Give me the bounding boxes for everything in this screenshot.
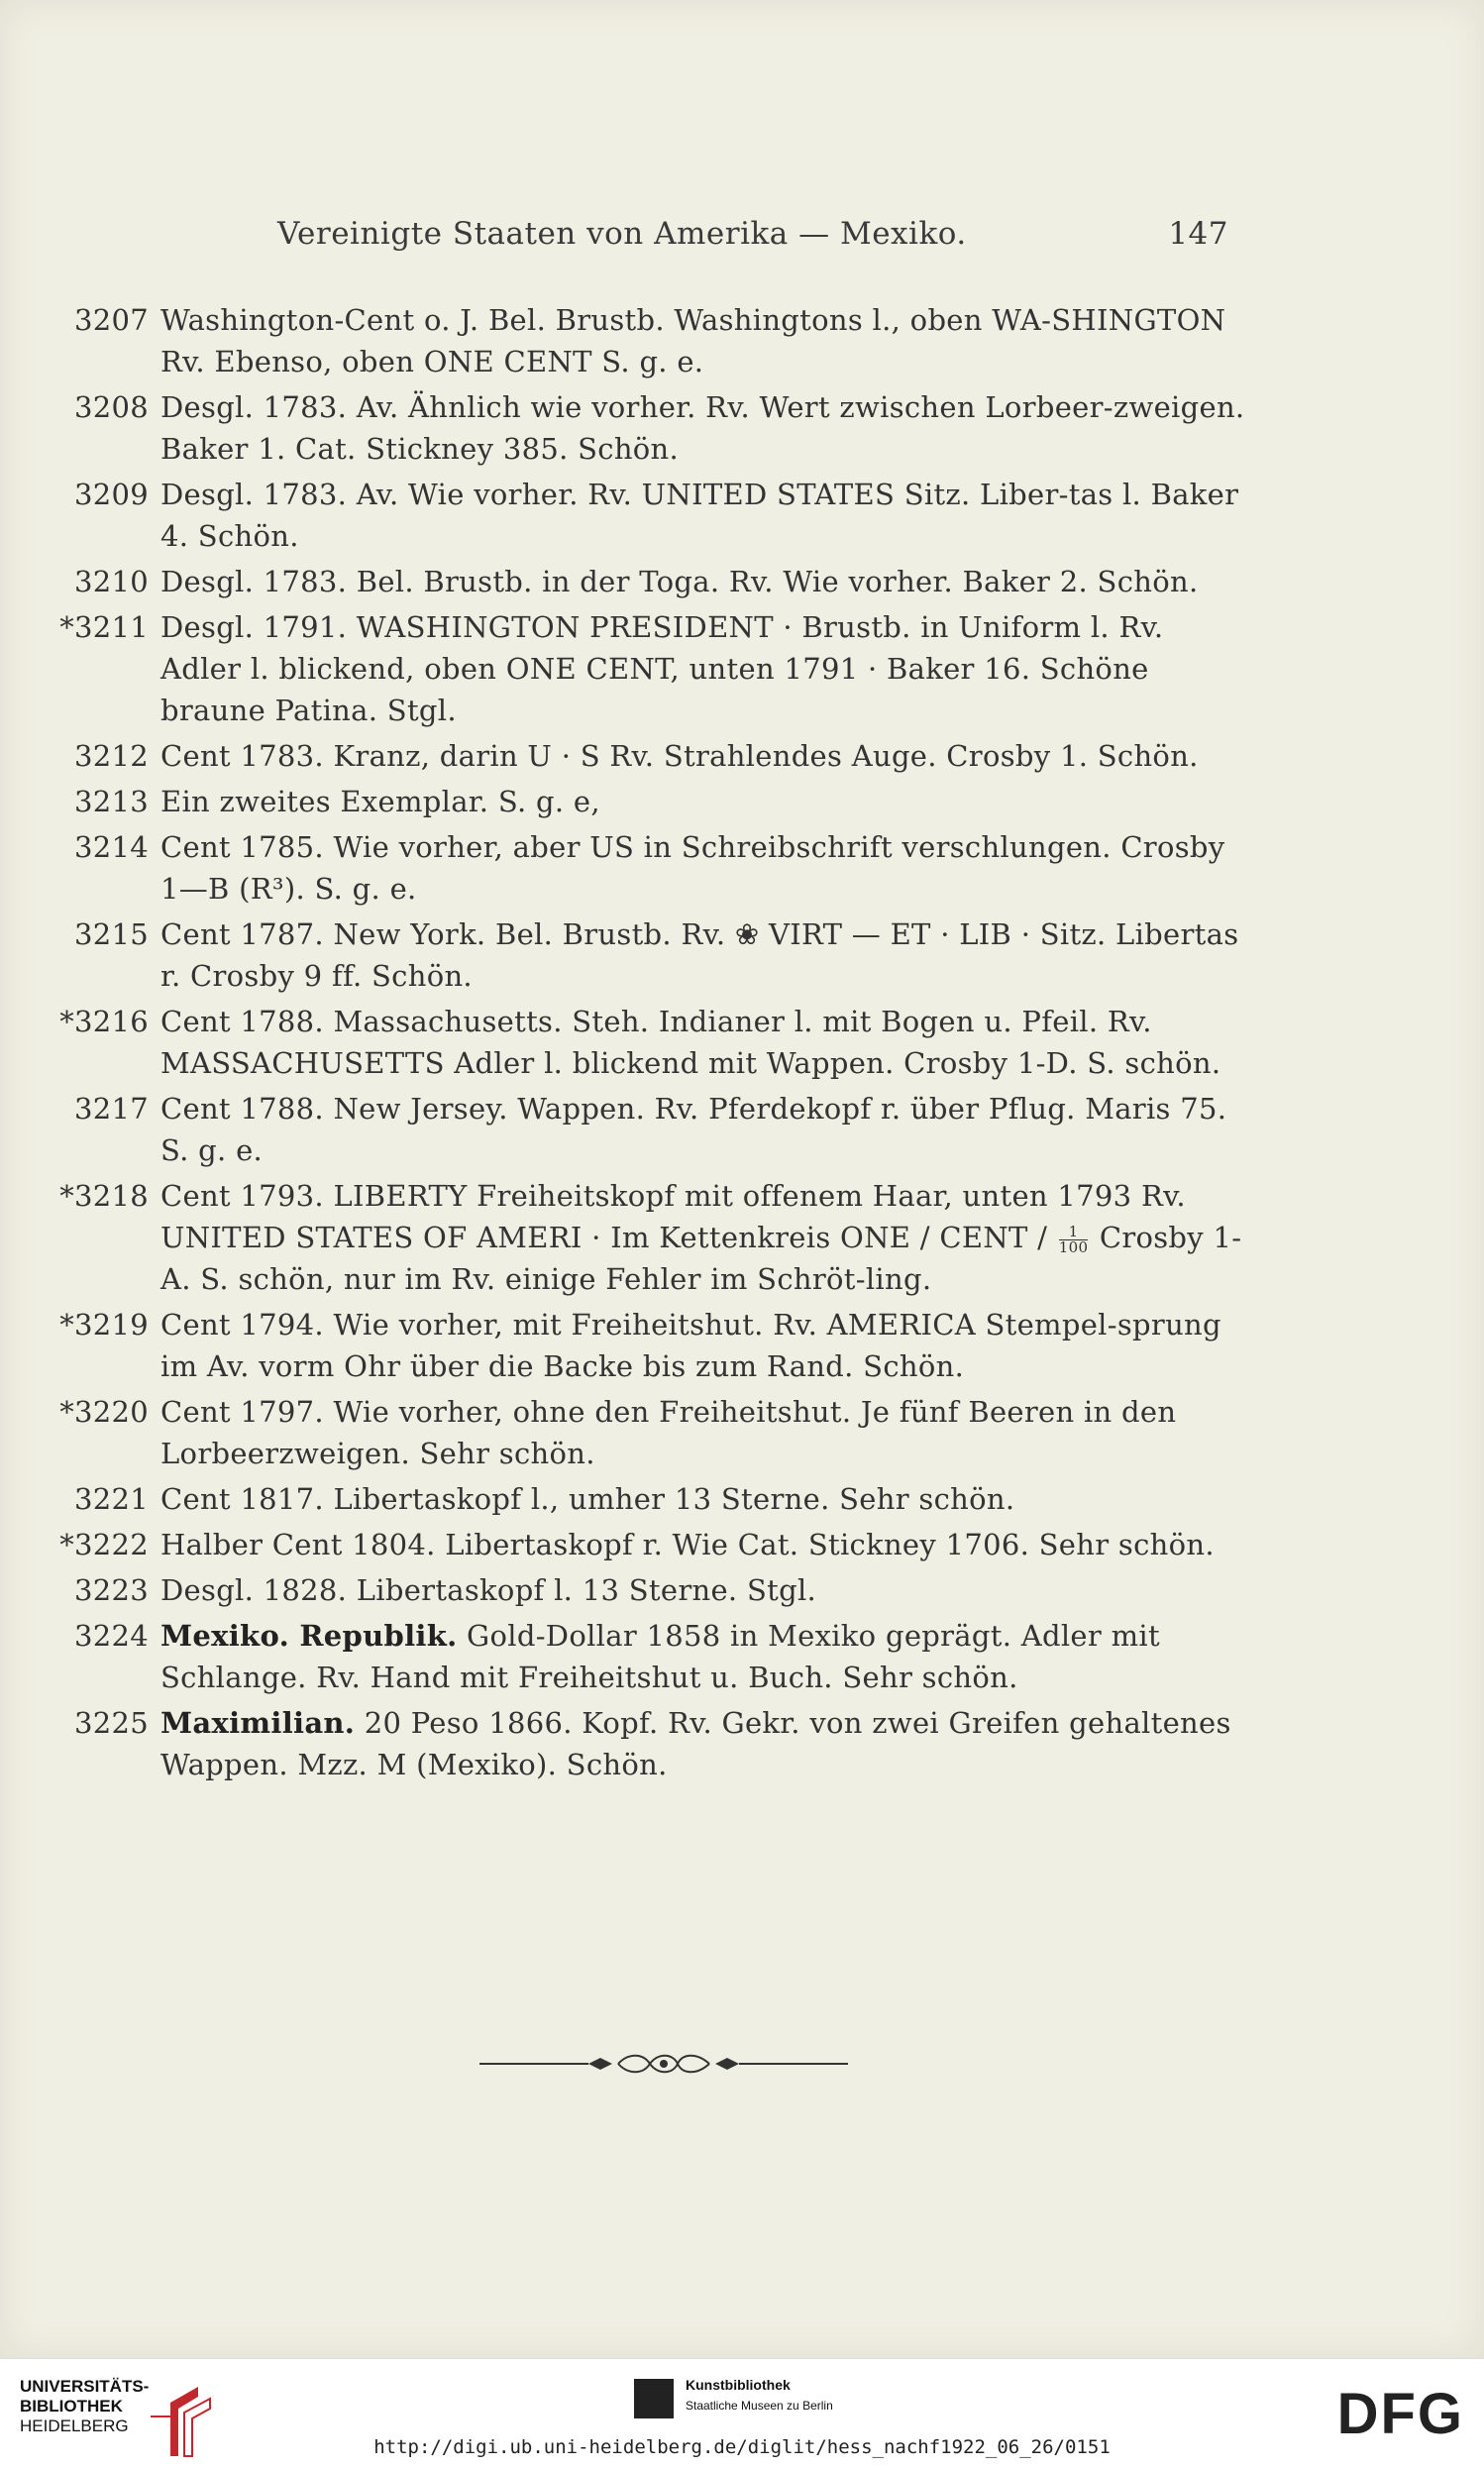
lot-number: *3216 (59, 1005, 149, 1038)
lot-description: Desgl. 1783. Av. Wie vorher. Rv. UNITED STATES Sitz. Liber-tas l. Baker 4. Schön. (160, 478, 1239, 553)
lot-number: *3220 (59, 1395, 149, 1429)
lot-description (160, 1175, 1248, 1300)
catalogue-entry (40, 1702, 1248, 1785)
catalogue-entry (40, 561, 1248, 602)
lot-number: 3214 (73, 830, 149, 864)
running-header (277, 216, 1228, 262)
catalogue-entry (40, 1088, 1248, 1171)
lot-description: Cent 1783. Kranz, darin U · S Rv. Strahlendes Auge. Crosby 1. Schön. (160, 739, 1199, 773)
catalogue-entry (40, 1615, 1248, 1698)
lot-description: Cent 1794. Wie vorher, mit Freiheitshut. Rv. AMERICA Stempel-sprung im Av. vorm Ohr über die Backe bis zum Rand. Schön. (160, 1308, 1221, 1383)
lot-number: 3225 (73, 1706, 149, 1740)
kunstbibliothek-logo-icon[interactable] (634, 2371, 872, 2430)
catalogue-entry (40, 913, 1248, 997)
running-title: Vereinigte Staaten von Amerika — Mexiko. (277, 216, 967, 252)
lot-number: 3210 (73, 565, 149, 598)
lot-number: *3219 (59, 1308, 149, 1342)
ub-logo-line2: BIBLIOTHEK (20, 2397, 123, 2416)
catalogue-entry (40, 386, 1248, 470)
lot-description: Cent 1788. New Jersey. Wappen. Rv. Pferdekopf r. über Pflug. Maris 75. S. g. e. (160, 1092, 1227, 1167)
ub-logo-line3: HEIDELBERG (20, 2416, 129, 2435)
lot-number: 3223 (73, 1573, 149, 1607)
catalogue-entry (40, 1524, 1248, 1565)
catalogue-entry (40, 1391, 1248, 1474)
page-number: 147 (1168, 216, 1228, 252)
lot-number: 3208 (73, 390, 149, 424)
lot-description: Desgl. 1783. Bel. Brustb. in der Toga. Rv. Wie vorher. Baker 2. Schön. (160, 565, 1199, 598)
kb-logo-title: Kunstbibliothek (686, 2377, 791, 2393)
catalogue-entry (40, 1304, 1248, 1387)
kb-square-icon (634, 2379, 674, 2418)
lot-number: *3222 (59, 1528, 149, 1561)
lot-description: Washington-Cent o. J. Bel. Brustb. Washingtons l., oben WA-SHINGTON Rv. Ebenso, oben ONE CENT S. g. e. (160, 303, 1226, 378)
lot-description-part-a: Cent 1793. LIBERTY Freiheitskopf mit offenem Haar, unten 1793 Rv. UNITED STATES OF AMERI · Im Kettenkreis ONE / CENT / (160, 1179, 1186, 1254)
lot-description-text: Gold-Dollar 1858 in Mexiko geprägt. Adler mit Schlange. Rv. Hand mit Freiheitshut u. Buch. Sehr schön. (160, 1619, 1160, 1694)
lot-number: 3213 (73, 785, 149, 818)
lot-number: *3218 (59, 1179, 149, 1213)
catalogue-entry (40, 1175, 1248, 1300)
lot-number: 3207 (73, 303, 149, 337)
lot-number: 3224 (73, 1619, 149, 1653)
catalogue-entry (40, 299, 1248, 382)
permalink-url[interactable]: http://digi.ub.uni-heidelberg.de/diglit/hess_nachf1922_06_26/0151 (373, 2436, 1111, 2458)
lot-description (160, 1615, 1248, 1698)
lot-description-text: 20 Peso 1866. Kopf. Rv. Gekr. von zwei Greifen gehaltenes Wappen. Mzz. M (Mexiko). Schön. (160, 1706, 1231, 1781)
fraction-numerator: 1 (1059, 1225, 1089, 1240)
fraction (1058, 1222, 1089, 1256)
lot-description: Cent 1788. Massachusetts. Steh. Indianer l. mit Bogen u. Pfeil. Rv. MASSACHUSETTS Adler l. blickend mit Wappen. Crosby 1-D. S. schön. (160, 1005, 1221, 1080)
kb-logo-subtitle: Staatliche Museen zu Berlin (686, 2399, 833, 2413)
lot-number: 3209 (73, 478, 149, 511)
lot-description (160, 1702, 1248, 1785)
section-heading: Maximilian. (160, 1706, 356, 1740)
fraction-denominator: 100 (1058, 1237, 1089, 1256)
catalogue-entry (40, 1478, 1248, 1520)
catalogue-entry (40, 735, 1248, 777)
catalogue-entries (40, 299, 1248, 1789)
catalogue-entry (40, 781, 1248, 822)
ub-logo-line1: UNIVERSITÄTS- (20, 2377, 150, 2396)
lot-description: Ein zweites Exemplar. S. g. e, (160, 785, 600, 818)
section-heading: Mexiko. Republik. (160, 1619, 458, 1653)
catalogue-entry (40, 474, 1248, 557)
lot-description: Desgl. 1791. WASHINGTON PRESIDENT · Brustb. in Uniform l. Rv. Adler l. blickend, oben ONE CENT, unten 1791 · Baker 16. Schöne braune Patina. Stgl. (160, 610, 1164, 727)
ornament-divider-icon (479, 2051, 848, 2077)
lot-description: Halber Cent 1804. Libertaskopf r. Wie Cat. Stickney 1706. Sehr schön. (160, 1528, 1215, 1561)
catalogue-entry (40, 1001, 1248, 1084)
catalogue-entry (40, 1569, 1248, 1611)
lot-description: Cent 1797. Wie vorher, ohne den Freiheitshut. Je fünf Beeren in den Lorbeerzweigen. Sehr schön. (160, 1395, 1177, 1470)
lot-number: 3217 (73, 1092, 149, 1126)
lot-description: Desgl. 1783. Av. Ähnlich wie vorher. Rv. Wert zwischen Lorbeer-zweigen. Baker 1. Cat. Stickney 385. Schön. (160, 390, 1245, 466)
lot-number: 3215 (73, 917, 149, 951)
catalogue-entry (40, 606, 1248, 731)
lot-number: 3212 (73, 739, 149, 773)
dfg-logo[interactable]: DFG (1336, 2382, 1464, 2446)
catalogue-entry (40, 826, 1248, 910)
lot-description: Cent 1817. Libertaskopf l., umher 13 Sterne. Sehr schön. (160, 1482, 1015, 1516)
lot-number: 3221 (73, 1482, 149, 1516)
lot-description: Desgl. 1828. Libertaskopf l. 13 Sterne. Stgl. (160, 1573, 817, 1607)
lot-description: Cent 1785. Wie vorher, aber US in Schreibschrift verschlungen. Crosby 1—B (R³). S. g. e. (160, 830, 1225, 906)
lot-description-part-b: Crosby 1-A. S. schön, nur im Rv. einige Fehler im Schröt-ling. (160, 1221, 1242, 1296)
lot-description: Cent 1787. New York. Bel. Brustb. Rv. ❀ VIRT — ET · LIB · Sitz. Libertas r. Crosby 9 ff. Schön. (160, 917, 1239, 993)
lot-number: *3211 (59, 610, 149, 644)
footer-bar (0, 2358, 1484, 2470)
